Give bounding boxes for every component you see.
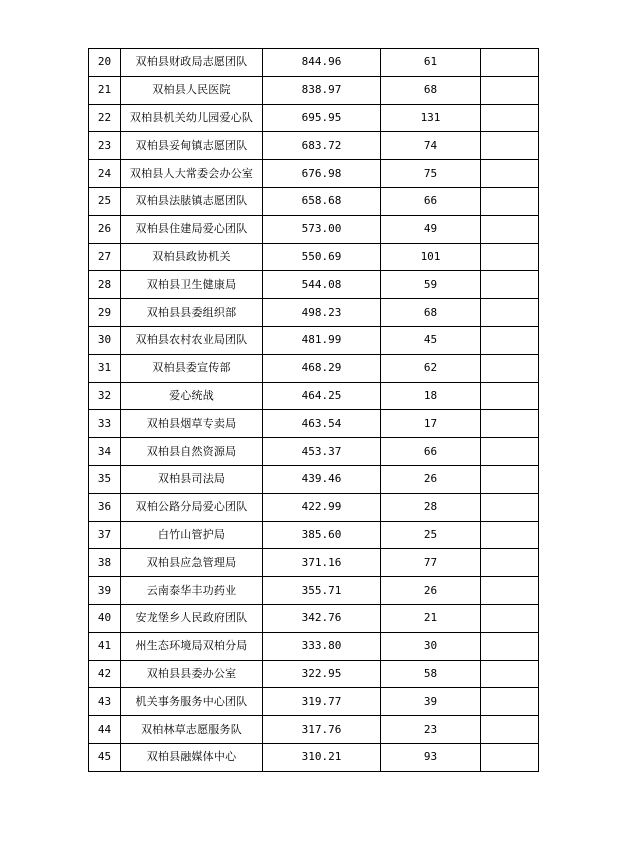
- amount-cell: 573.00: [263, 215, 381, 243]
- table-row: [89, 299, 539, 327]
- row-number-cell: 39: [89, 577, 121, 605]
- count-cell: 49: [381, 215, 481, 243]
- extra-cell: [481, 382, 539, 410]
- count-cell: 28: [381, 493, 481, 521]
- table-row: [89, 382, 539, 410]
- table-row: [89, 187, 539, 215]
- team-name-cell: 双柏县农村农业局团队: [121, 326, 263, 354]
- row-number-cell: 26: [89, 215, 121, 243]
- amount-cell: 683.72: [263, 132, 381, 160]
- count-cell: 75: [381, 160, 481, 188]
- count-cell: 45: [381, 326, 481, 354]
- extra-cell: [481, 104, 539, 132]
- amount-cell: 544.08: [263, 271, 381, 299]
- extra-cell: [481, 271, 539, 299]
- team-name-cell: 双柏公路分局爱心团队: [121, 493, 263, 521]
- table-row: [89, 354, 539, 382]
- team-name-cell: 云南泰华丰功药业: [121, 577, 263, 605]
- extra-cell: [481, 354, 539, 382]
- count-cell: 26: [381, 577, 481, 605]
- table-body: [89, 49, 539, 772]
- row-number-cell: 30: [89, 326, 121, 354]
- table-row: [89, 549, 539, 577]
- extra-cell: [481, 577, 539, 605]
- table-row: [89, 438, 539, 466]
- table-row: [89, 76, 539, 104]
- extra-cell: [481, 49, 539, 77]
- table-row: [89, 465, 539, 493]
- extra-cell: [481, 215, 539, 243]
- extra-cell: [481, 493, 539, 521]
- count-cell: 21: [381, 604, 481, 632]
- team-name-cell: 州生态环境局双柏分局: [121, 632, 263, 660]
- table-row: [89, 160, 539, 188]
- count-cell: 59: [381, 271, 481, 299]
- amount-cell: 342.76: [263, 604, 381, 632]
- row-number-cell: 28: [89, 271, 121, 299]
- row-number-cell: 34: [89, 438, 121, 466]
- ranking-table: [88, 48, 539, 772]
- row-number-cell: 35: [89, 465, 121, 493]
- count-cell: 17: [381, 410, 481, 438]
- amount-cell: 385.60: [263, 521, 381, 549]
- count-cell: 25: [381, 521, 481, 549]
- extra-cell: [481, 521, 539, 549]
- team-name-cell: 双柏县自然资源局: [121, 438, 263, 466]
- amount-cell: 317.76: [263, 716, 381, 744]
- team-name-cell: 双柏县人民医院: [121, 76, 263, 104]
- team-name-cell: 安龙堡乡人民政府团队: [121, 604, 263, 632]
- row-number-cell: 42: [89, 660, 121, 688]
- table-row: [89, 104, 539, 132]
- amount-cell: 439.46: [263, 465, 381, 493]
- amount-cell: 838.97: [263, 76, 381, 104]
- count-cell: 26: [381, 465, 481, 493]
- extra-cell: [481, 660, 539, 688]
- row-number-cell: 41: [89, 632, 121, 660]
- extra-cell: [481, 187, 539, 215]
- amount-cell: 498.23: [263, 299, 381, 327]
- table-row: [89, 743, 539, 771]
- row-number-cell: 22: [89, 104, 121, 132]
- amount-cell: 464.25: [263, 382, 381, 410]
- extra-cell: [481, 465, 539, 493]
- extra-cell: [481, 743, 539, 771]
- extra-cell: [481, 716, 539, 744]
- row-number-cell: 45: [89, 743, 121, 771]
- table-row: [89, 521, 539, 549]
- extra-cell: [481, 604, 539, 632]
- team-name-cell: 双柏县财政局志愿团队: [121, 49, 263, 77]
- count-cell: 101: [381, 243, 481, 271]
- team-name-cell: 双柏县卫生健康局: [121, 271, 263, 299]
- row-number-cell: 43: [89, 688, 121, 716]
- row-number-cell: 27: [89, 243, 121, 271]
- table-row: [89, 604, 539, 632]
- extra-cell: [481, 326, 539, 354]
- extra-cell: [481, 688, 539, 716]
- count-cell: 66: [381, 438, 481, 466]
- row-number-cell: 25: [89, 187, 121, 215]
- count-cell: 68: [381, 76, 481, 104]
- team-name-cell: 双柏县机关幼儿园爱心队: [121, 104, 263, 132]
- row-number-cell: 36: [89, 493, 121, 521]
- team-name-cell: 双柏县县委组织部: [121, 299, 263, 327]
- extra-cell: [481, 438, 539, 466]
- count-cell: 61: [381, 49, 481, 77]
- row-number-cell: 29: [89, 299, 121, 327]
- team-name-cell: 双柏县融媒体中心: [121, 743, 263, 771]
- extra-cell: [481, 632, 539, 660]
- row-number-cell: 23: [89, 132, 121, 160]
- amount-cell: 319.77: [263, 688, 381, 716]
- row-number-cell: 40: [89, 604, 121, 632]
- team-name-cell: 双柏县委宣传部: [121, 354, 263, 382]
- count-cell: 66: [381, 187, 481, 215]
- team-name-cell: 双柏县政协机关: [121, 243, 263, 271]
- count-cell: 77: [381, 549, 481, 577]
- table-row: [89, 660, 539, 688]
- count-cell: 23: [381, 716, 481, 744]
- team-name-cell: 双柏县妥甸镇志愿团队: [121, 132, 263, 160]
- table-row: [89, 132, 539, 160]
- count-cell: 62: [381, 354, 481, 382]
- table-row: [89, 577, 539, 605]
- row-number-cell: 21: [89, 76, 121, 104]
- amount-cell: 310.21: [263, 743, 381, 771]
- table-row: [89, 632, 539, 660]
- table-row: [89, 493, 539, 521]
- table-row: [89, 688, 539, 716]
- team-name-cell: 双柏县人大常委会办公室: [121, 160, 263, 188]
- amount-cell: 463.54: [263, 410, 381, 438]
- team-name-cell: 双柏县应急管理局: [121, 549, 263, 577]
- extra-cell: [481, 132, 539, 160]
- amount-cell: 676.98: [263, 160, 381, 188]
- row-number-cell: 33: [89, 410, 121, 438]
- amount-cell: 550.69: [263, 243, 381, 271]
- amount-cell: 481.99: [263, 326, 381, 354]
- count-cell: 18: [381, 382, 481, 410]
- team-name-cell: 双柏县县委办公室: [121, 660, 263, 688]
- row-number-cell: 37: [89, 521, 121, 549]
- table-row: [89, 271, 539, 299]
- team-name-cell: 双柏县法脿镇志愿团队: [121, 187, 263, 215]
- extra-cell: [481, 76, 539, 104]
- amount-cell: 695.95: [263, 104, 381, 132]
- count-cell: 131: [381, 104, 481, 132]
- amount-cell: 844.96: [263, 49, 381, 77]
- row-number-cell: 38: [89, 549, 121, 577]
- row-number-cell: 44: [89, 716, 121, 744]
- amount-cell: 453.37: [263, 438, 381, 466]
- team-name-cell: 机关事务服务中心团队: [121, 688, 263, 716]
- amount-cell: 468.29: [263, 354, 381, 382]
- amount-cell: 322.95: [263, 660, 381, 688]
- extra-cell: [481, 549, 539, 577]
- table-row: [89, 243, 539, 271]
- extra-cell: [481, 410, 539, 438]
- amount-cell: 658.68: [263, 187, 381, 215]
- row-number-cell: 31: [89, 354, 121, 382]
- team-name-cell: 双柏县烟草专卖局: [121, 410, 263, 438]
- table-row: [89, 410, 539, 438]
- team-name-cell: 双柏县住建局爱心团队: [121, 215, 263, 243]
- count-cell: 30: [381, 632, 481, 660]
- table-row: [89, 49, 539, 77]
- amount-cell: 422.99: [263, 493, 381, 521]
- count-cell: 58: [381, 660, 481, 688]
- count-cell: 93: [381, 743, 481, 771]
- table-row: [89, 215, 539, 243]
- amount-cell: 355.71: [263, 577, 381, 605]
- table-row: [89, 716, 539, 744]
- extra-cell: [481, 160, 539, 188]
- table-row: [89, 326, 539, 354]
- team-name-cell: 白竹山管护局: [121, 521, 263, 549]
- count-cell: 68: [381, 299, 481, 327]
- row-number-cell: 24: [89, 160, 121, 188]
- row-number-cell: 32: [89, 382, 121, 410]
- extra-cell: [481, 243, 539, 271]
- extra-cell: [481, 299, 539, 327]
- team-name-cell: 双柏县司法局: [121, 465, 263, 493]
- count-cell: 74: [381, 132, 481, 160]
- amount-cell: 371.16: [263, 549, 381, 577]
- row-number-cell: 20: [89, 49, 121, 77]
- team-name-cell: 爱心统战: [121, 382, 263, 410]
- team-name-cell: 双柏林草志愿服务队: [121, 716, 263, 744]
- amount-cell: 333.80: [263, 632, 381, 660]
- count-cell: 39: [381, 688, 481, 716]
